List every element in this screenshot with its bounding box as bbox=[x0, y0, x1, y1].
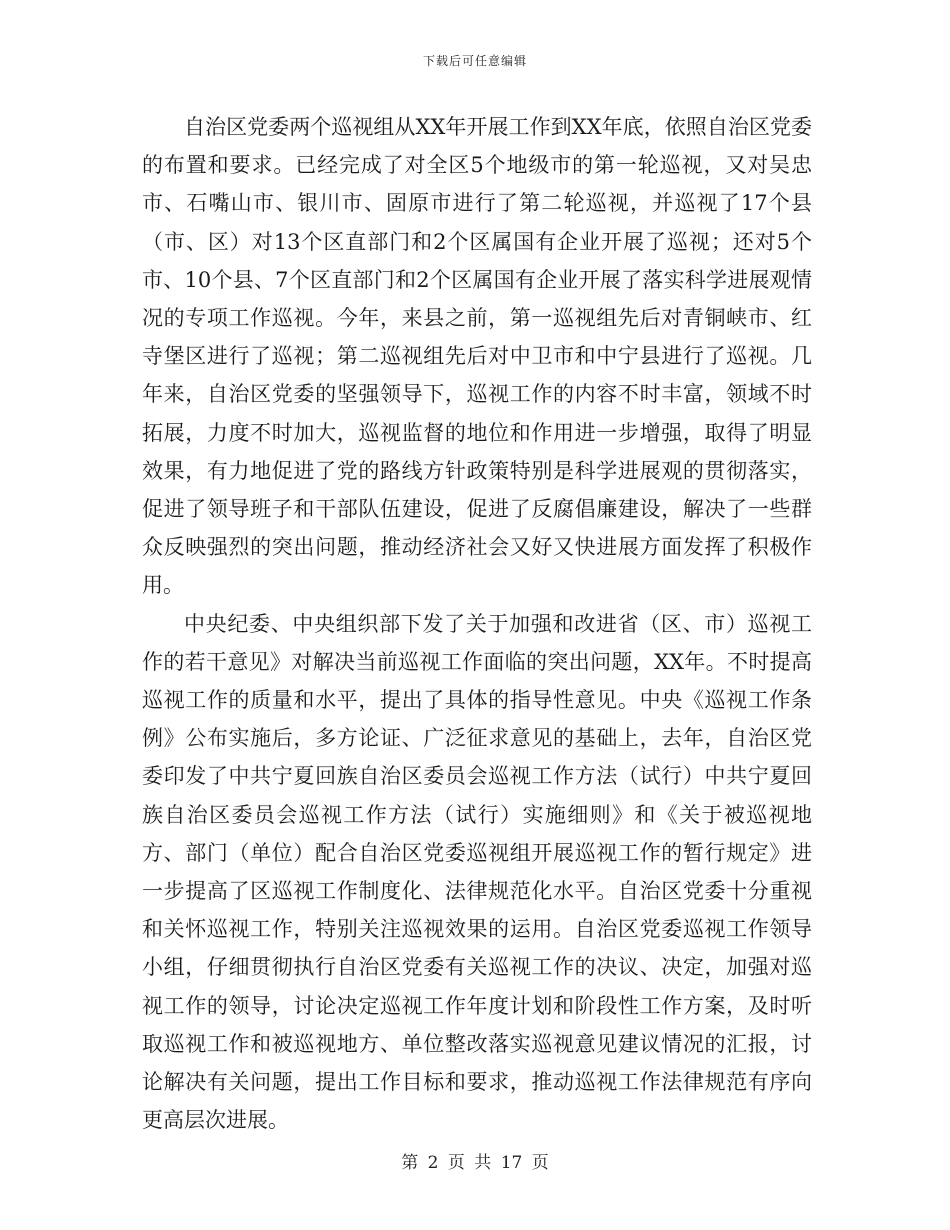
document-body bbox=[142, 108, 812, 1139]
paragraph-1: 自治区党委两个巡视组从XX年开展工作到XX年底，依照自治区党委的布置和要求。已经完成了对全区5个地级市的第一轮巡视，又对吴忠市、石嘴山市、银川市、固原市进行了第二轮巡视，并巡视了17个县（市、区）对13个区直部门和2个区属国有企业开展了巡视；还对5个市、10个县、7个区直部门和2个区属国有企业开展了落实科学进展观情况的专项工作巡视。今年，来县之前，第一巡视组先后对青铜峡市、红寺堡区进行了巡视；第二巡视组先后对中卫市和中宁县进行了巡视。几年来，自治区党委的坚强领导下，巡视工作的内容不时丰富，领域不时拓展，力度不时加大，巡视监督的地位和作用进一步增强，取得了明显效果，有力地促进了党的路线方针政策特别是科学进展观的贯彻落实，促进了领导班子和干部队伍建设，促进了反腐倡廉建设，解决了一些群众反映强烈的突出问题，推动经济社会又好又快进展方面发挥了积极作用。 bbox=[142, 115, 812, 598]
page-header: 下载后可任意编辑 bbox=[422, 54, 527, 68]
paragraph-2: 中央纪委、中央组织部下发了关于加强和改进省（区、市）巡视工作的若干意见》对解决当前巡视工作面临的突出问题，XX年。不时提高巡视工作的质量和水平，提出了具体的指导性意见。中央《巡视工作条例》公布实施后，多方论证、广泛征求意见的基础上，去年，自治区党委印发了中共宁夏回族自治区委员会巡视工作方法（试行）中共宁夏回族自治区委员会巡视工作方法（试行）实施细则》和《关于被巡视地方、部门（单位）配合自治区党委巡视组开展巡视工作的暂行规定》进一步提高了区巡视工作制度化、法律规范化水平。自治区党委十分重视和关怀巡视工作，特别关注巡视效果的运用。自治区党委巡视工作领导小组，仔细贯彻执行自治区党委有关巡视工作的决议、决定，加强对巡视工作的领导，讨论决定巡视工作年度计划和阶段性工作方案，及时听取巡视工作和被巡视地方、单位整改落实巡视意见建议情况的汇报，讨论解决有关问题，提出工作目标和要求，推动巡视工作法律规范有序向更高层次进展。 bbox=[142, 611, 812, 1133]
page-footer: 第 2 页 共 17 页 bbox=[401, 1153, 549, 1173]
